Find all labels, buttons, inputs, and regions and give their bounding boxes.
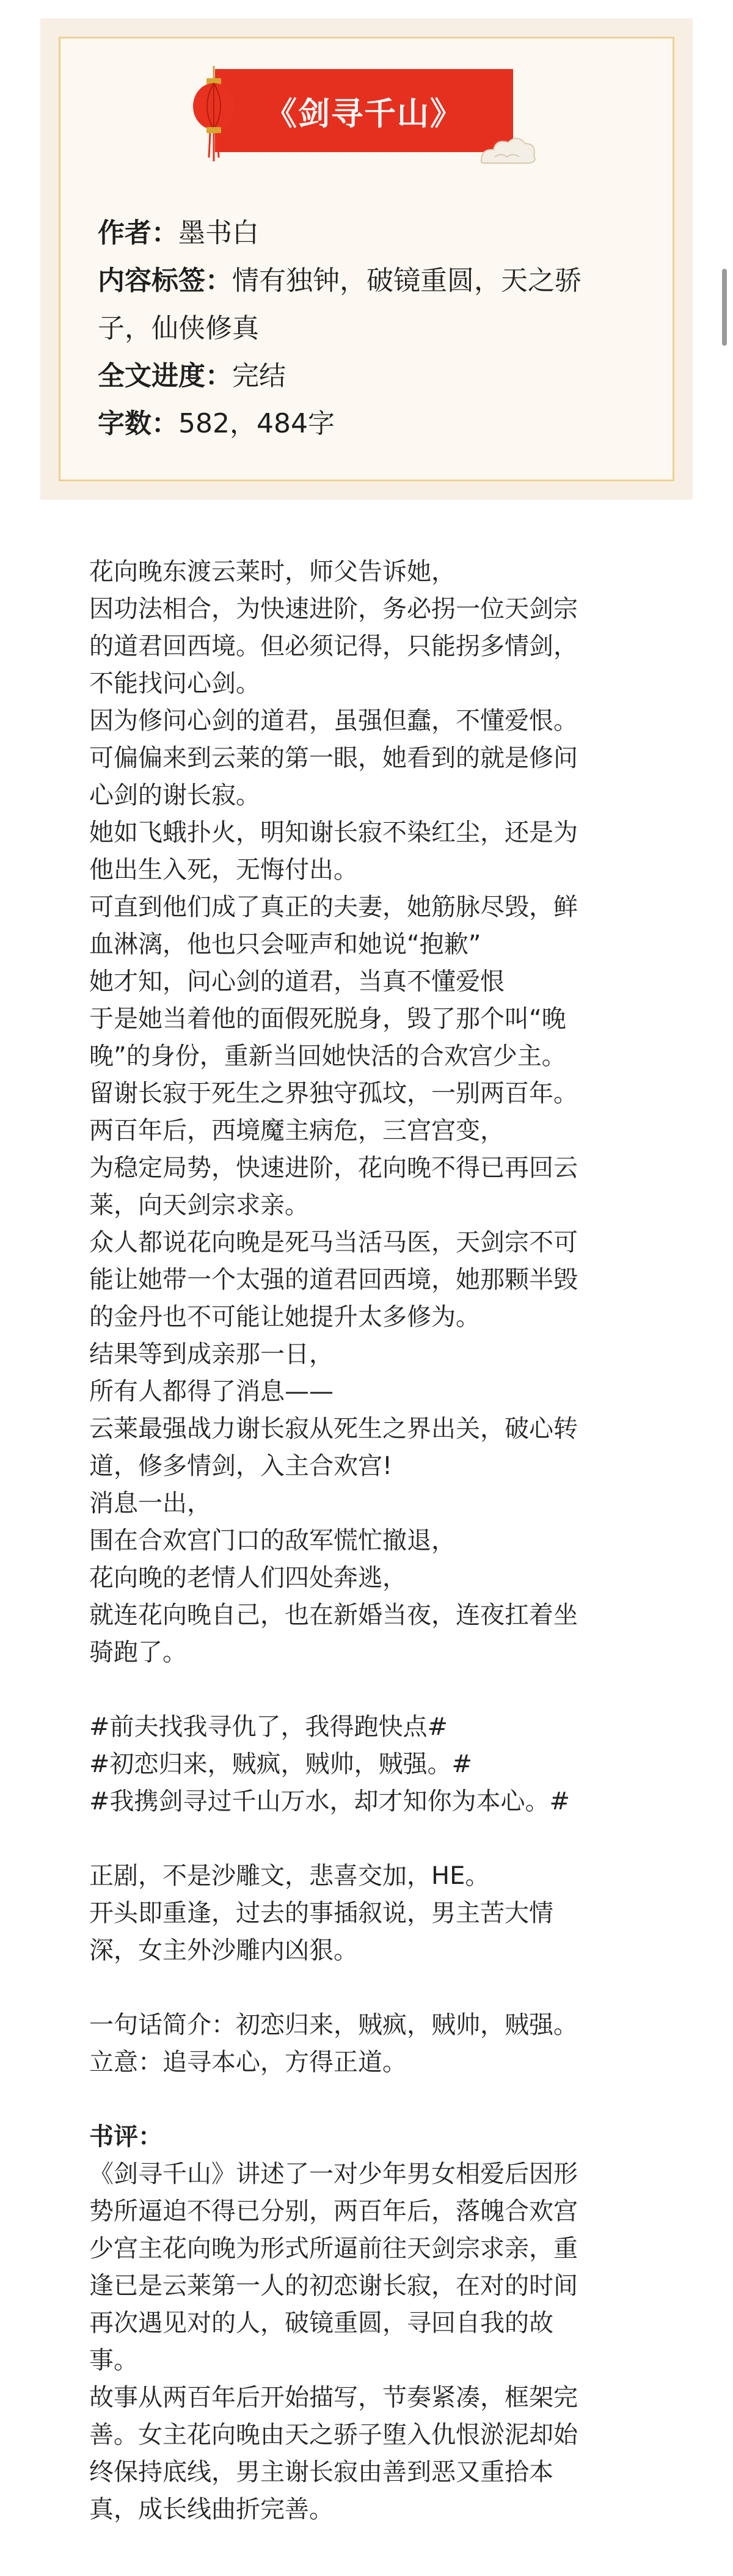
- text-line: 书评：: [89, 2123, 162, 2151]
- text-line: 于是她当着他的面假死脱身，毁了那个叫“晚: [89, 1005, 566, 1033]
- tags-row-continued: [98, 306, 259, 351]
- text-line: 真，成长线曲折完善。: [89, 2495, 334, 2523]
- text-line: 立意：追寻本心，方得正道。: [89, 2048, 407, 2076]
- text-line: 围在合欢宫门口的敌军慌忙撤退，: [89, 1527, 456, 1555]
- text-line: 莱，向天剑宗求亲。: [89, 1191, 309, 1219]
- text-line: 事。: [89, 2346, 138, 2374]
- title-banner: [215, 69, 513, 152]
- text-line: 的金丹也不可能让她提升太多修为。: [89, 1303, 480, 1331]
- blank-line: [89, 1969, 651, 2007]
- text-line: 故事从两百年后开始描写，节奏紧凑，框架完: [89, 2384, 578, 2412]
- blank-line: [89, 2081, 651, 2118]
- text-line: 因功法相合，为快速进阶，务必拐一位天剑宗: [89, 595, 578, 623]
- text-line: 终保持底线，男主谢长寂由善到恶又重拾本: [89, 2458, 553, 2486]
- text-line: 花向晚的老情人们四处奔逃，: [89, 1564, 407, 1592]
- text-line: 少宫主花向晚为形式所逼前往天剑宗求亲，重: [89, 2235, 578, 2263]
- text-line: #我携剑寻过千山万水，却才知你为本心。#: [89, 1787, 571, 1815]
- text-line: 可偏偏来到云莱的第一眼，她看到的就是修问: [89, 744, 578, 772]
- scrollbar-thumb[interactable]: [722, 269, 727, 346]
- text-line: 不能找问心剑。: [89, 670, 260, 698]
- wordcount-row: [98, 401, 335, 447]
- text-line: 云莱最强战力谢长寂从死生之界出关，破心转: [89, 1415, 578, 1443]
- text-line: 为稳定局势，快速进阶，花向晚不得已再回云: [89, 1154, 578, 1182]
- text-line: 逢已是云莱第一人的初恋谢长寂，在对的时间: [89, 2272, 578, 2300]
- text-line: 可直到他们成了真正的夫妻，她筋脉尽毁，鲜: [89, 893, 578, 921]
- lantern-icon: [188, 66, 239, 164]
- text-line: #初恋归来，贼疯，贼帅，贼强。#: [89, 1750, 473, 1778]
- text-line: #前夫找我寻仇了，我得跑快点#: [89, 1713, 448, 1741]
- blank-line: [89, 1820, 651, 1858]
- text-line: 就连花向晚自己，也在新婚当夜，连夜扛着坐: [89, 1601, 578, 1629]
- book-title: 《剑寻千山》: [264, 95, 463, 133]
- text-line: 正剧，不是沙雕文，悲喜交加，HE。: [89, 1862, 490, 1890]
- author-row: [98, 211, 259, 256]
- text-line: 心剑的谢长寂。: [89, 781, 260, 809]
- text-line: 留谢长寂于死生之界独守孤坟，一别两百年。: [89, 1079, 578, 1107]
- text-line: 《剑寻千山》讲述了一对少年男女相爱后因形: [89, 2160, 578, 2188]
- text-line: 晚”的身份，重新当回她快活的合欢宫少主。: [89, 1042, 566, 1070]
- wordcount-value: 582，484字: [178, 408, 335, 439]
- tags-label: 内容标签：: [98, 265, 232, 296]
- text-line: 道，修多情剑，入主合欢宫!: [89, 1452, 393, 1480]
- text-line: 一句话简介：初恋归来，贼疯，贼帅，贼强。: [89, 2011, 578, 2039]
- text-line: 花向晚东渡云莱时，师父告诉她，: [89, 558, 456, 586]
- progress-value: 完结: [232, 360, 286, 392]
- author-value: 墨书白: [178, 217, 259, 249]
- text-line: 善。女主花向晚由天之骄子堕入仇恨淤泥却始: [89, 2421, 578, 2449]
- synopsis-text: [89, 553, 651, 2528]
- text-line: 所有人都得了消息——: [89, 1377, 334, 1406]
- text-line: 因为修问心剑的道君，虽强但蠢，不懂爱恨。: [89, 707, 578, 735]
- text-line: 血淋漓，他也只会哑声和她说“抱歉”: [89, 930, 481, 958]
- wordcount-label: 字数：: [98, 408, 178, 439]
- tags-value: 情有独钟，破镜重圆，天之骄: [232, 265, 582, 296]
- progress-row: [98, 354, 286, 399]
- text-line: 开头即重逢，过去的事插叙说，男主苦大情: [89, 1899, 553, 1927]
- progress-label: 全文进度：: [98, 360, 232, 392]
- text-line: 他出生入死，无悔付出。: [89, 856, 358, 884]
- text-line: 两百年后，西境魔主病危，三宫宫变，: [89, 1117, 505, 1145]
- text-line: 的道君回西境。但必须记得，只能拐多情剑，: [89, 632, 578, 660]
- text-line: 消息一出，: [89, 1489, 211, 1517]
- cloud-decoration-icon: [476, 125, 538, 168]
- text-line: 再次遇见对的人，破镜重圆，寻回自我的故: [89, 2309, 553, 2337]
- author-label: 作者：: [98, 217, 178, 249]
- text-line: 势所逼迫不得已分别，两百年后，落魄合欢宫: [89, 2197, 578, 2225]
- tags-value-continued: 子，仙侠修真: [98, 313, 259, 344]
- text-line: 结果等到成亲那一日，: [89, 1340, 334, 1368]
- blank-line: [89, 1671, 651, 1709]
- text-line: 骑跑了。: [89, 1638, 187, 1666]
- text-line: 她如飞蛾扑火，明知谢长寂不染红尘，还是为: [89, 819, 578, 847]
- text-line: 她才知，问心剑的道君，当真不懂爱恨: [89, 968, 505, 996]
- tags-row: [98, 258, 582, 304]
- text-line: 深，女主外沙雕内凶狠。: [89, 1936, 358, 1965]
- text-line: 众人都说花向晚是死马当活马医，天剑宗不可: [89, 1228, 578, 1257]
- text-line: 能让她带一个太强的道君回西境，她那颗半毁: [89, 1266, 578, 1294]
